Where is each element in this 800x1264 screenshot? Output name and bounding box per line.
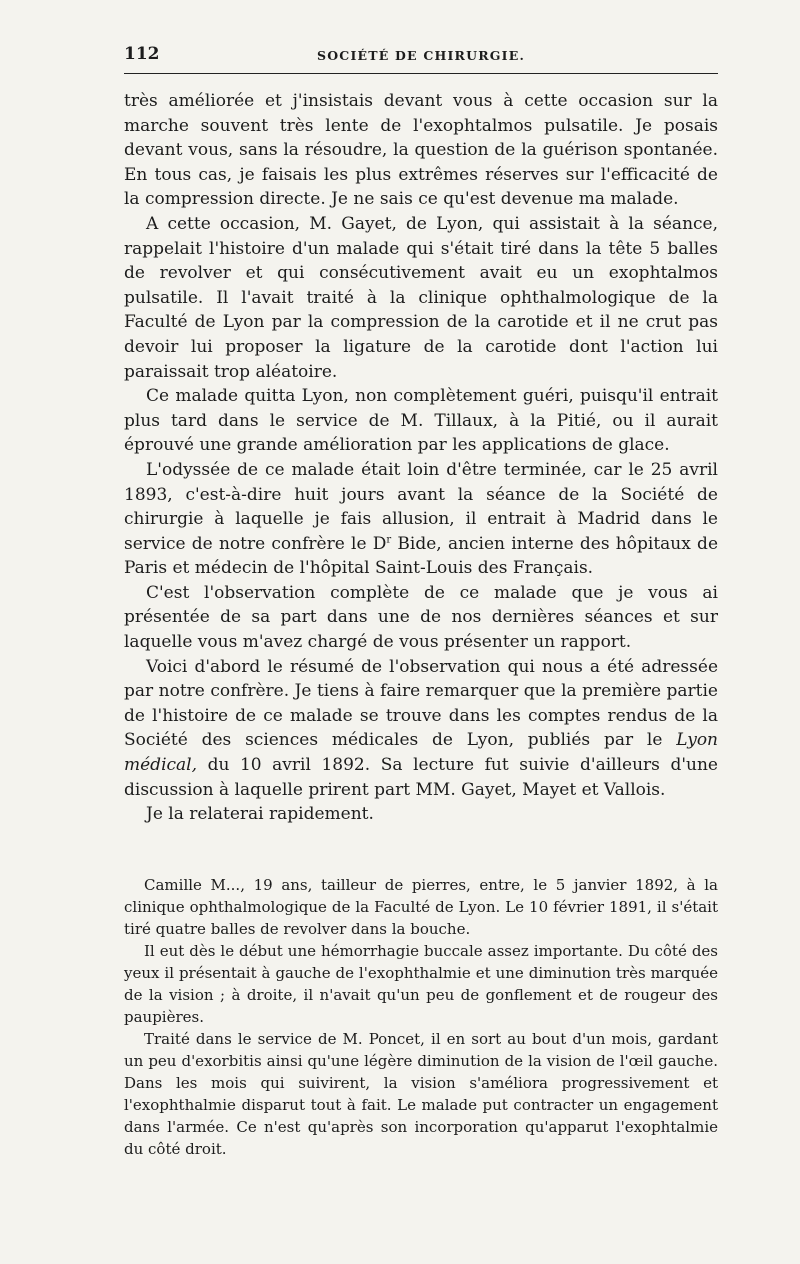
text-run: Voici d'abord le résumé de l'observation qui nous a été adressée par notre confrère. Je tiens à faire remarquer que la première partie de l'histoire de ce malade se trouve dans les comptes rendus de la Société des sciences médicales de Lyon, publiés par le	[124, 656, 718, 751]
running-title: SOCIÉTÉ DE CHIRURGIE.	[316, 48, 526, 63]
case-paragraph: Il eut dès le début une hémorrhagie buccale assez importante. Du côté des yeux il présentait à gauche de l'exophthalmie et une diminution très marquée de la vision ; à droite, il n'avait qu'un peu de gonflement et de rougeur des paupières.	[124, 942, 718, 1026]
case-paragraph: Traité dans le service de M. Poncet, il en sort au bout d'un mois, gardant un peu d'exorbitis ainsi qu'une légère diminution de la vision de l'œil gauche. Dans les mois qui suivirent, la vision s'améliora progressivement et l'exophthalmie disparut tout à fait. Le malade put contracter un engagement dans l'armée. Ce n'est qu'après son incorporation qu'apparut l'exophtalmie du côté droit.	[124, 1030, 718, 1158]
paragraph: C'est l'observation complète de ce malade que je vous ai présentée de sa part dans une de nos dernières séances et sur laquelle vous m'avez chargé de vous présenter un rapport.	[124, 582, 718, 653]
case-paragraph: Camille M..., 19 ans, tailleur de pierres, entre, le 5 janvier 1892, à la clinique ophthalmologique de la Faculté de Lyon. Le 10 février 1891, il s'était tiré quatre balles de revolver dans la bouche.	[124, 876, 718, 938]
page-header	[124, 44, 718, 66]
journal-title: Lyon médical,	[124, 730, 718, 776]
page-number: 112	[124, 44, 160, 64]
superscript: r	[386, 534, 392, 546]
text-run: du 10 avril 1892. Sa lecture fut suivie d'ailleurs d'une discussion à laquelle prirent part MM. Gayet, Mayet et Vallois.	[124, 755, 718, 800]
paragraph	[124, 458, 718, 581]
paragraph: Ce malade quitta Lyon, non complètement guéri, puisqu'il entrait plus tard dans le service de M. Tillaux, à la Pitié, ou il aurait éprouvé une grande amélioration par les applications de glace.	[124, 386, 718, 456]
paragraph	[124, 655, 718, 803]
main-text	[124, 89, 718, 827]
text-run: L'odyssée de ce malade était loin d'être terminée, car le 25 avril 1893, c'est-à-dire huit jours avant la séance de la Société de chirurgie à laquelle je fais allusion, il entrait à Madrid dans le service de notre confrère le D	[124, 459, 718, 554]
header-rule	[124, 73, 718, 74]
paragraph: très améliorée et j'insistais devant vous à cette occasion sur la marche souvent très lente de l'exophtalmos pulsatile. Je posais devant vous, sans la résoudre, la question de la guérison spontanée. En tous cas, je faisais les plus extrêmes réserves sur l'efficacité de la compression directe. Je ne sais ce qu'est devenue ma malade.	[124, 91, 718, 210]
paragraph: A cette occasion, M. Gayet, de Lyon, qui assistait à la séance, rappelait l'histoire d'un malade qui s'était tiré dans la tête 5 balles de revolver et qui consécutivement avait eu un exophtalmos pulsatile. Il l'avait traité à la clinique ophthalmologique de la Faculté de Lyon par la compression de la carotide et il ne crut pas devoir lui proposer la ligature de la carotide dont l'action lui paraissait trop aléatoire.	[124, 213, 718, 382]
text-run: Bide, ancien interne des hôpitaux de Paris et médecin de l'hôpital Saint-Louis des Français.	[124, 533, 719, 579]
case-report	[124, 874, 718, 1160]
paragraph: Je la relaterai rapidement.	[146, 804, 374, 825]
